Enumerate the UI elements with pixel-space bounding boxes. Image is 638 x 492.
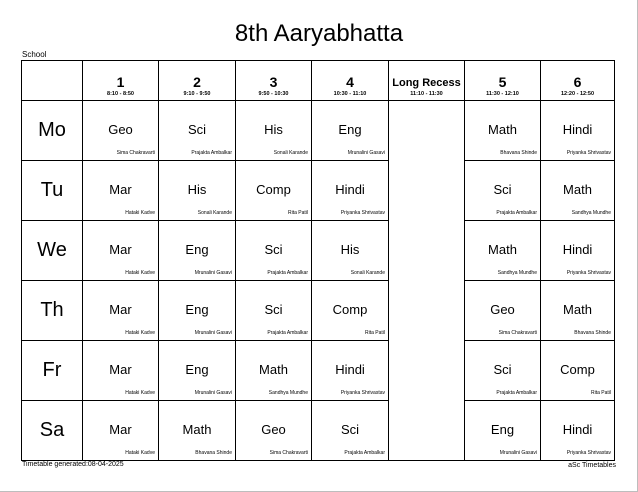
period-header — [312, 61, 389, 101]
subject-label: Math — [563, 182, 592, 197]
teacher-name: Mrunalini Gasavi — [194, 330, 232, 336]
subject-label: Eng — [185, 242, 209, 257]
subject-label: Mar — [109, 422, 132, 437]
subject-label: Sci — [493, 182, 512, 197]
period-time: 10:30 - 11:10 — [333, 90, 367, 97]
corner-cell — [22, 61, 83, 101]
lesson-cell — [236, 161, 312, 221]
lesson-cell — [465, 281, 541, 341]
day-row — [22, 101, 615, 161]
lesson-cell — [541, 101, 615, 161]
teacher-name: Sima Chakravarti — [498, 330, 537, 336]
teacher-name: Sima Chakravarti — [269, 450, 308, 456]
period-time: 11:30 - 12:10 — [486, 90, 519, 97]
recess-label: Long Recess — [392, 76, 461, 89]
subject-label: Eng — [185, 362, 209, 377]
teacher-name: Hataki Kadve — [125, 330, 155, 336]
period-header — [541, 61, 615, 101]
teacher-name: Hataki Kadve — [125, 210, 155, 216]
teacher-name: Bhavana Shinde — [574, 330, 611, 336]
teacher-name: Mrunalini Gasavi — [194, 390, 232, 396]
lesson-cell — [465, 221, 541, 281]
day-row — [22, 281, 615, 341]
header-row — [22, 61, 615, 101]
subject-label: Hindi — [562, 122, 593, 137]
period-time: 8:10 - 8:50 — [107, 90, 134, 97]
teacher-name: Sima Chakravarti — [116, 150, 155, 156]
subject-label: Sci — [187, 122, 207, 137]
lesson-cell — [159, 221, 236, 281]
lesson-cell — [236, 221, 312, 281]
subject-label: Eng — [338, 122, 362, 137]
page-title: 8th Aaryabhatta — [234, 20, 404, 47]
lesson-cell — [159, 161, 236, 221]
lesson-cell — [159, 341, 236, 401]
teacher-name: Priyanka Shrivastav — [340, 390, 385, 396]
subject-label: Hindi — [562, 242, 593, 257]
period-number: 1 — [116, 73, 125, 90]
teacher-name: Sonali Karande — [197, 210, 232, 216]
teacher-name: Priyanka Shrivastav — [566, 150, 611, 156]
lesson-cell — [83, 341, 159, 401]
teacher-name: Hataki Kadve — [125, 450, 155, 456]
day-label: Sa — [22, 401, 83, 461]
teacher-name: Mrunalini Gasavi — [347, 150, 385, 156]
subject-label: Mar — [109, 362, 132, 377]
teacher-name: Priyanka Shrivastav — [566, 270, 611, 276]
period-header — [83, 61, 159, 101]
lesson-cell — [312, 101, 389, 161]
teacher-name: Bhavana Shinde — [500, 150, 537, 156]
subject-label: Geo — [490, 302, 515, 317]
subject-label: Sci — [340, 422, 360, 437]
period-header — [236, 61, 312, 101]
day-label: We — [22, 221, 83, 281]
teacher-name: Prajakta Ambalkar — [496, 390, 537, 396]
lesson-cell — [465, 101, 541, 161]
subject-label: Sci — [264, 302, 283, 317]
recess-cell — [389, 101, 465, 461]
recess-header — [389, 61, 465, 101]
recess-time: 11:10 - 11:30 — [410, 90, 443, 97]
teacher-name: Prajakta Ambalkar — [191, 150, 232, 156]
lesson-cell — [541, 401, 615, 461]
teacher-name: Sonali Karande — [350, 270, 385, 276]
subject-label: Hindi — [335, 362, 365, 377]
lesson-cell — [236, 341, 312, 401]
subject-label: His — [187, 182, 207, 197]
period-number: 6 — [573, 73, 582, 90]
subject-label: Sci — [493, 362, 512, 377]
lesson-cell — [312, 161, 389, 221]
subject-label: Math — [488, 122, 517, 137]
period-number: 4 — [346, 73, 354, 90]
day-row — [22, 221, 615, 281]
teacher-name: Hataki Kadve — [125, 390, 155, 396]
period-time: 12:20 - 12:50 — [560, 90, 595, 97]
teacher-name: Prajakta Ambalkar — [496, 210, 537, 216]
teacher-name: Sonali Karande — [273, 150, 308, 156]
teacher-name: Sandhya Mundhe — [497, 270, 537, 276]
lesson-cell — [83, 221, 159, 281]
subject-label: Eng — [490, 422, 515, 437]
lesson-cell — [236, 281, 312, 341]
subject-label: Math — [182, 422, 212, 437]
period-header — [465, 61, 541, 101]
teacher-name: Prajakta Ambalkar — [344, 450, 385, 456]
subject-label: Comp — [560, 362, 595, 377]
teacher-name: Priyanka Shrivastav — [340, 210, 385, 216]
teacher-name: Sandhya Mundhe — [571, 210, 611, 216]
timetable-grid — [21, 60, 615, 461]
period-number: 3 — [269, 73, 278, 90]
lesson-cell — [541, 281, 615, 341]
teacher-name: Mrunalini Gasavi — [499, 450, 537, 456]
lesson-cell — [83, 161, 159, 221]
subject-label: Math — [563, 302, 592, 317]
school-label: School — [22, 50, 47, 59]
subject-label: Geo — [108, 122, 133, 137]
lesson-cell — [83, 281, 159, 341]
lesson-cell — [465, 161, 541, 221]
lesson-cell — [312, 281, 389, 341]
teacher-name: Rita Patil — [364, 330, 385, 336]
lesson-cell — [236, 401, 312, 461]
day-label: Fr — [22, 341, 83, 401]
subject-label: Mar — [109, 182, 132, 197]
period-header — [159, 61, 236, 101]
lesson-cell — [83, 401, 159, 461]
teacher-name: Bhavana Shinde — [195, 450, 232, 456]
teacher-name: Prajakta Ambalkar — [267, 330, 308, 336]
day-row — [22, 401, 615, 461]
subject-label: Comp — [332, 302, 368, 317]
subject-label: Mar — [109, 242, 132, 257]
lesson-cell — [159, 401, 236, 461]
subject-label: Math — [259, 362, 288, 377]
period-time: 9:50 - 10:30 — [258, 90, 289, 97]
subject-label: Math — [488, 242, 517, 257]
lesson-cell — [312, 401, 389, 461]
period-number: 5 — [498, 73, 507, 90]
subject-label: His — [264, 122, 283, 137]
lesson-cell — [541, 161, 615, 221]
lesson-cell — [541, 341, 615, 401]
teacher-name: Rita Patil — [287, 210, 308, 216]
day-row — [22, 161, 615, 221]
teacher-name: Priyanka Shrivastav — [566, 450, 611, 456]
teacher-name: Hataki Kadve — [125, 270, 155, 276]
subject-label: Comp — [256, 182, 291, 197]
lesson-cell — [159, 101, 236, 161]
subject-label: Hindi — [335, 182, 365, 197]
teacher-name: Mrunalini Gasavi — [194, 270, 232, 276]
lesson-cell — [541, 221, 615, 281]
teacher-name: Sandhya Mundhe — [268, 390, 308, 396]
teacher-name: Rita Patil — [590, 390, 611, 396]
period-time: 9:10 - 9:50 — [183, 90, 211, 97]
generated-date: Timetable generated:08-04-2025 — [22, 461, 124, 468]
subject-label: Hindi — [562, 422, 593, 437]
subject-label: Eng — [185, 302, 209, 317]
lesson-cell — [83, 101, 159, 161]
day-label: Mo — [22, 101, 83, 161]
teacher-name: Prajakta Ambalkar — [267, 270, 308, 276]
lesson-cell — [236, 101, 312, 161]
subject-label: Geo — [261, 422, 286, 437]
day-label: Tu — [22, 161, 83, 221]
subject-label: Sci — [264, 242, 283, 257]
subject-label: Mar — [109, 302, 132, 317]
lesson-cell — [159, 281, 236, 341]
day-label: Th — [22, 281, 83, 341]
lesson-cell — [312, 221, 389, 281]
subject-label: His — [340, 242, 360, 257]
brand-label: aSc Timetables — [568, 462, 616, 469]
lesson-cell — [465, 401, 541, 461]
lesson-cell — [312, 341, 389, 401]
lesson-cell — [465, 341, 541, 401]
period-number: 2 — [193, 73, 201, 90]
day-row — [22, 341, 615, 401]
